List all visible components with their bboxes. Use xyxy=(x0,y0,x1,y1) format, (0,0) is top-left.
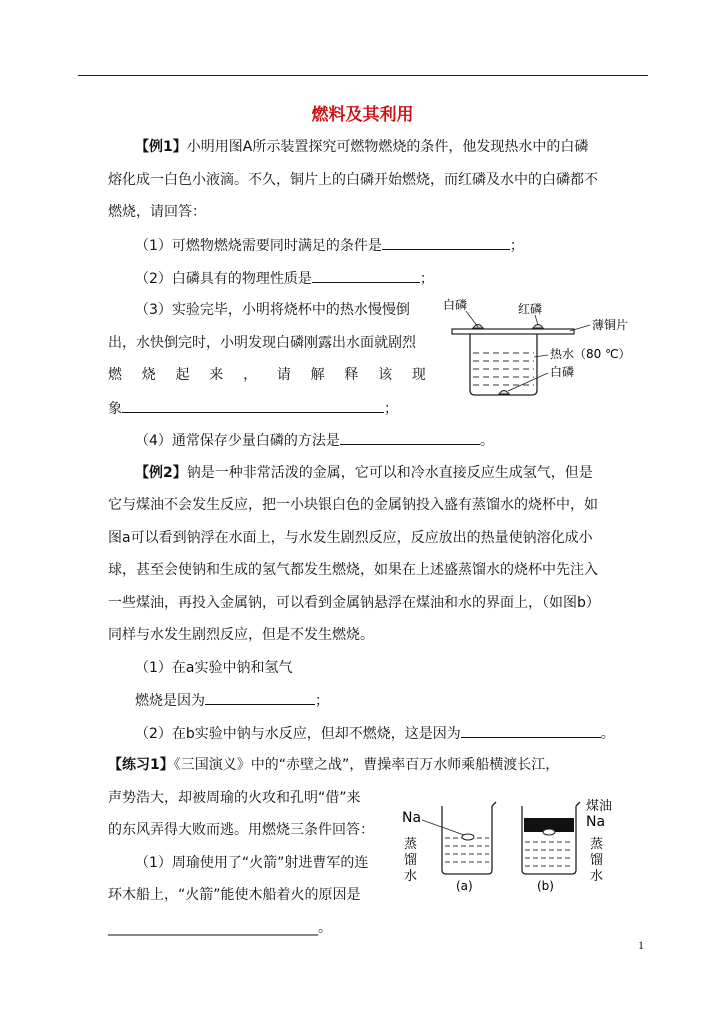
pr1-line-2: 声势浩大，却被周瑜的火攻和孔明“借”来 xyxy=(108,790,361,806)
ex1-q2 xyxy=(135,268,434,289)
fig-a-label-baiilin2: 白磷 xyxy=(550,365,575,379)
ex1-q3-line-4 xyxy=(108,398,398,419)
beaker-a xyxy=(422,802,496,874)
pr1-line-3: 的东风弄得大败而逃。用燃烧三条件回答： xyxy=(108,822,374,838)
ex2-q2-end: 。 xyxy=(600,726,615,742)
fig-a-water-2: 馏 xyxy=(404,853,418,868)
ex1-q2-text: （2）白磷具有的物理性质是 xyxy=(135,271,312,287)
ex2-q1-blank[interactable] xyxy=(205,690,315,705)
fig-a-label-honglin: 红磷 xyxy=(518,302,543,316)
ex1-q4 xyxy=(135,430,494,451)
fig-b-water-3: 水 xyxy=(590,869,604,884)
white-phosphorus-water xyxy=(499,391,509,395)
water-lines xyxy=(473,353,534,385)
fig-b-water-2: 馏 xyxy=(590,853,604,868)
pr1-q1-line-3 xyxy=(108,918,332,938)
fig-a-caption: (a) xyxy=(456,879,473,893)
ex2-line-2: 它与煤油不会发生反应，把一小块银白色的金属钠投入盛有蒸馏水的烧杯中，如 xyxy=(108,497,598,513)
fig-a-label-hotwater: 热水（80 ℃） xyxy=(550,347,631,361)
q3-char: 来 xyxy=(209,367,224,383)
ex1-q3-line-3 xyxy=(108,365,426,385)
fig-b-caption: (b) xyxy=(537,879,554,893)
q3-char: 解 xyxy=(310,367,325,383)
pr1-q1-line-2: 环木船上，“火箭”能使木船着火的原因是 xyxy=(108,887,361,903)
page-number: 1 xyxy=(638,938,644,952)
sodium-ball-b xyxy=(543,829,555,835)
q3-char: ， xyxy=(243,367,258,383)
ex1-tag: 【例1】 xyxy=(135,139,187,155)
fig-b-na: Na xyxy=(586,814,606,830)
fig-a-na: Na xyxy=(402,810,422,826)
ex2-q2 xyxy=(135,723,615,744)
ex1-q1-blank[interactable] xyxy=(382,235,510,250)
ex1-q3-d: 象 xyxy=(108,401,122,417)
red-phosphorus xyxy=(533,325,543,329)
ex1-q1 xyxy=(135,235,524,256)
ex1-q1-end: ； xyxy=(509,238,524,254)
pr1-line-1 xyxy=(108,755,559,775)
ex1-q3-line-1: （3）实验完毕，小明将烧杯中的热水慢慢倒 xyxy=(135,302,410,318)
q3-char: 释 xyxy=(344,367,359,383)
ex1-line-2: 熔化成一白色小液滴。不久，铜片上的白磷开始燃烧，而红磷及水中的白磷都不 xyxy=(108,172,598,188)
ex1-q4-text: （4）通常保存少量白磷的方法是 xyxy=(135,433,340,449)
ex1-q3-line-2: 出，水快倒完时，小明发现白磷刚露出水面就剧烈 xyxy=(108,335,416,351)
ex1-line-3: 燃烧，请回答： xyxy=(108,204,206,220)
ex1-q1-text: （1）可燃物燃烧需要同时满足的条件是 xyxy=(135,238,382,254)
ex2-line-4: 球，甚至会使钠和生成的氢气都发生燃烧，如果在上述盛蒸馏水的烧杯中先注入 xyxy=(108,562,598,578)
ex2-q2-blank[interactable] xyxy=(461,723,601,738)
beaker xyxy=(470,334,537,395)
white-phosphorus-top xyxy=(473,325,483,329)
ex2-line-1 xyxy=(135,463,593,483)
q3-char: 起 xyxy=(175,367,190,383)
ex1-q4-end: 。 xyxy=(479,433,494,449)
figure-ab-sodium xyxy=(400,792,630,897)
figure-a-apparatus xyxy=(440,295,650,405)
pr1-tag: 【练习1】 xyxy=(108,757,174,773)
ex2-q1-line-2 xyxy=(135,690,329,711)
pr1-q1-end: 。 xyxy=(318,920,332,936)
q3-char: 现 xyxy=(411,367,426,383)
ex1-q4-blank[interactable] xyxy=(340,430,480,445)
ex1-text-1: 小明用图A所示装置探究可燃物燃烧的条件，他发现热水中的白磷 xyxy=(186,139,589,155)
ex1-q3-end: ； xyxy=(384,401,398,417)
ex2-tag: 【例2】 xyxy=(135,465,187,481)
ex1-line-1 xyxy=(135,137,588,157)
beaker-b xyxy=(522,802,580,874)
q3-char: 该 xyxy=(378,367,393,383)
ex2-q1-end: ； xyxy=(315,693,329,709)
ex1-q2-blank[interactable] xyxy=(312,268,420,283)
ex2-line-6: 同样与水发生剧烈反应，但是不发生燃烧。 xyxy=(108,627,374,643)
ex2-q1-line-1: （1）在a实验中钠和氢气 xyxy=(135,660,293,676)
fig-a-water-1: 蒸 xyxy=(404,837,418,852)
ex2-line-3: 图a可以看到钠浮在水面上，与水发生剧烈反应，反应放出的热量使钠溶化成小 xyxy=(108,530,593,546)
q3-char: 请 xyxy=(276,367,291,383)
ex2-text-1: 钠是一种非常活泼的金属，它可以和冷水直接反应生成氢气，但是 xyxy=(186,465,593,481)
pr1-q1-blank[interactable]: ______________________________ xyxy=(108,920,318,936)
q3-char: 燃 xyxy=(108,367,122,383)
fig-b-water-1: 蒸 xyxy=(590,837,604,852)
fig-a-label-baiilin: 白磷 xyxy=(443,298,468,312)
header-rule xyxy=(78,75,648,76)
page-title: 燃料及其利用 xyxy=(311,105,414,125)
ex2-q1-text: 燃烧是因为 xyxy=(135,693,205,709)
pr1-q1-line-1: （1）周瑜使用了“火箭”射进曹军的连 xyxy=(135,855,369,871)
fig-a-label-copper: 薄铜片 xyxy=(592,318,629,332)
ex2-line-5: 一些煤油，再投入金属钠，可以看到金属钠悬浮在煤油和水的界面上，（如图b） xyxy=(108,595,600,611)
ex1-q3-blank[interactable] xyxy=(122,398,384,413)
fig-a-water-3: 水 xyxy=(404,869,418,884)
pr1-text-1: 《三国演义》中的“赤壁之战”，曹操率百万水师乘船横渡长江， xyxy=(173,757,560,773)
q3-char: 烧 xyxy=(141,367,156,383)
copper-plate xyxy=(452,329,574,334)
ex1-q2-end: ； xyxy=(419,271,434,287)
ex2-q2-text: （2）在b实验中钠与水反应，但却不燃烧，这是因为 xyxy=(135,726,461,742)
fig-b-kerosene: 煤油 xyxy=(586,799,613,814)
